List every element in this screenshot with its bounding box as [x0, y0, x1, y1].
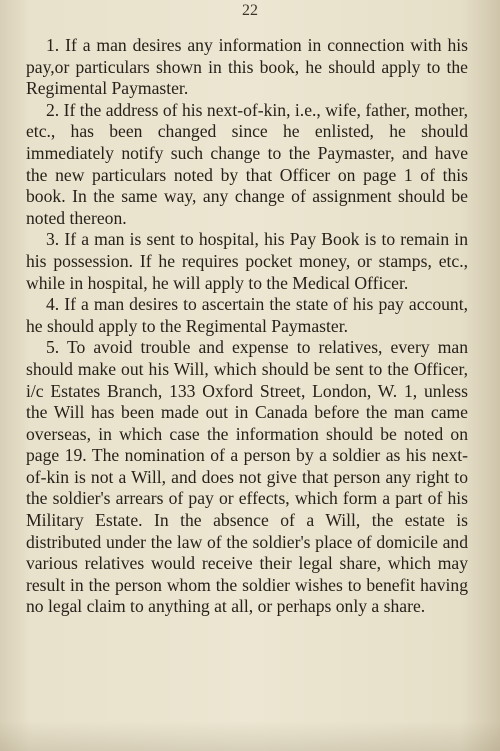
instructions-text	[26, 35, 468, 618]
paragraph-2: 2. If the address of his next-of-kin, i.e., wife, father, mother, etc., has been changed since he enlisted, he should immediately notify such change to the Paymaster, and have the new particulars noted by that Officer on page 1 of this book. In the same way, any change of assignment should be noted thereon.	[26, 99, 468, 228]
paragraph-4: 4. If a man desires to ascertain the state of his pay account, he should apply to the Regimental Paymaster.	[26, 294, 468, 336]
page-shadow	[0, 721, 500, 751]
paragraph-1: 1. If a man desires any information in connection with his pay,or particulars shown in this book, he should apply to the Regimental Paymaster.	[26, 35, 468, 99]
paragraph-3: 3. If a man is sent to hospital, his Pay Book is to remain in his possession. If he requires pocket money, or stamps, etc., while in hospital, he will apply to the Medical Officer.	[26, 229, 468, 293]
page-number: 22	[242, 2, 258, 19]
paragraph-5: 5. To avoid trouble and expense to relatives, every man should make out his Will, which should be sent to the Officer, i/c Estates Branch, 133 Oxford Street, London, W. 1, unless the Will has been made out in Canada before the man came overseas, in which case the information should be noted on page 19. The nomination of a person by a soldier as his next-of-kin is not a Will, and does not give that person any right to the soldier's arrears of pay or effects, which form a part of his Military Estate. In the absence of a Will, the estate is distributed under the law of the soldier's place of domicile and various relatives would receive their legal share, which may result in the person whom the soldier wishes to benefit having no legal claim to anything at all, or perhaps only a share.	[26, 337, 468, 617]
